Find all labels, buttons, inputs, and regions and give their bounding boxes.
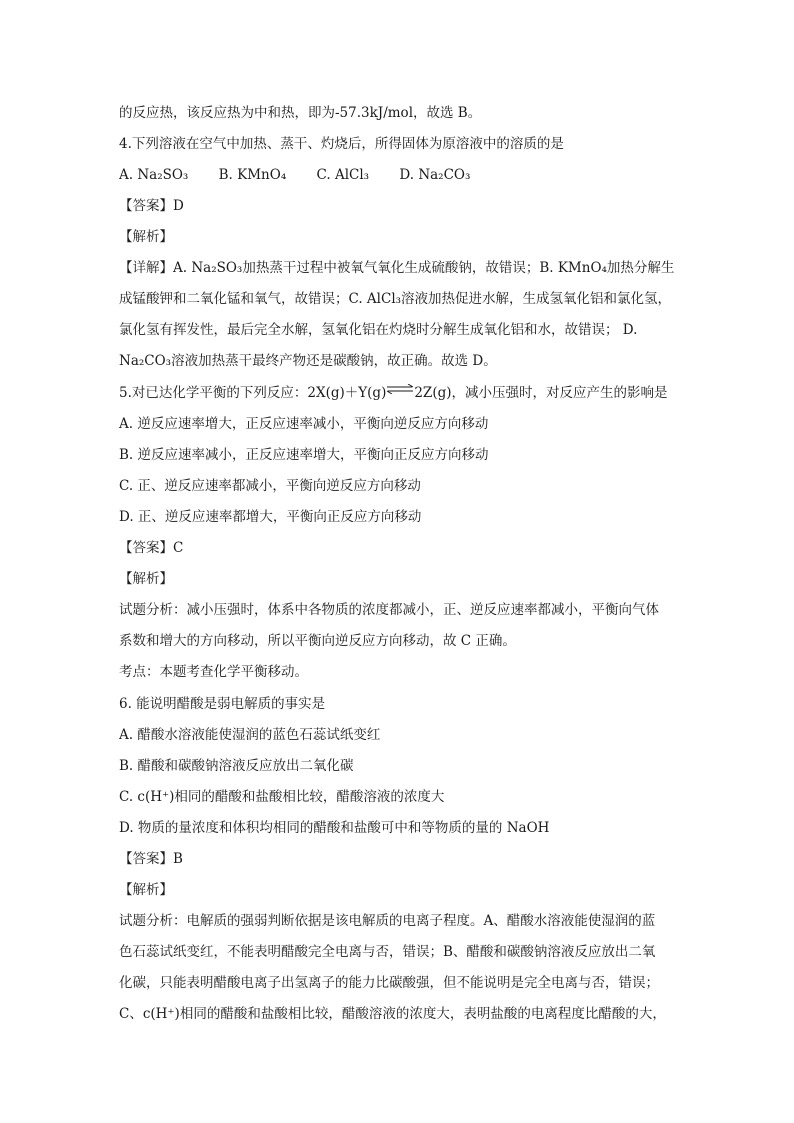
question-4-stem: 4.下列溶液在空气中加热、蒸干、灼烧后，所得固体为原溶液中的溶质的是 [119,136,564,152]
q6-analysis-line: 化碳，只能表明醋酸电离子出氢离子的能力比碳酸强，但不能说明是完全电离与否，错误； [119,975,659,991]
q6-analysis-line: C、c(H⁺)相同的醋酸和盐酸相比较，醋酸溶液的浓度大，表明盐酸的电离程度比醋酸的大， [119,1006,666,1022]
q5-option-d: D. 正、逆反应速率都增大，平衡向正反应方向移动 [119,509,422,525]
q6-analysis-line: 试题分析：电解质的强弱判断依据是该电解质的电离子程度。A、醋酸水溶液能使湿润的蓝 [119,913,656,929]
q6-analysis-tag: 【解析】 [119,882,173,898]
q4-option-b: B. KMnO₄ [218,167,287,183]
q5-option-c: C. 正、逆反应速率都减小，平衡向逆反应方向移动 [119,478,421,494]
q4-detail-line: 成锰酸钾和二氧化锰和氧气，故错误；C. AlCl₃溶液加热促进水解，生成氢氧化铝和氯化氢， [119,291,672,307]
q5-exam-point: 考点：本题考查化学平衡移动。 [119,664,308,680]
q4-analysis-tag: 【解析】 [119,229,173,245]
q5-option-b: B. 逆反应速率减小，正反应速率增大，平衡向正反应方向移动 [119,447,489,463]
q4-detail-line: Na₂CO₃溶液加热蒸干最终产物还是碳酸钠，故正确。故选 D。 [119,353,497,369]
q5-analysis-line: 系数和增大的方向移动，所以平衡向逆反应方向移动，故 C 正确。 [119,633,516,649]
question-5-stem [119,383,679,403]
text-line: 的反应热，该反应热为中和热，即为-57.3kJ/mol，故选 B。 [119,105,482,121]
q4-option-d: D. Na₂CO₃ [399,167,471,183]
q6-option-d: D. 物质的量浓度和体积均相同的醋酸和盐酸可中和等物质的量的 NaOH [119,820,550,836]
q5-stem-pre: 5.对已达化学平衡的下列反应：2X(g)＋Y(g) [119,385,387,401]
q5-analysis-tag: 【解析】 [119,571,173,587]
q4-option-c: C. AlCl₃ [316,167,370,183]
q5-analysis-line: 试题分析：减小压强时，体系中各物质的浓度都减小，正、逆反应速率都减小，平衡向气体 [119,602,659,618]
q4-option-a: A. Na₂SO₃ [119,167,189,183]
question-6-stem: 6. 能说明醋酸是弱电解质的事实是 [119,696,326,712]
equilibrium-arrow-icon [386,380,414,400]
q4-detail-line: 氯化氢有挥发性，最后完全水解，氢氧化铝在灼烧时分解生成氧化铝和水，故错误； D. [119,322,638,338]
q6-option-a: A. 醋酸水溶液能使湿润的蓝色石蕊试纸变红 [119,727,381,743]
q6-answer: 【答案】B [119,851,183,867]
q6-option-b: B. 醋酸和碳酸钠溶液反应放出二氧化碳 [119,758,354,774]
q6-analysis-line: 色石蕊试纸变红，不能表明醋酸完全电离与否，错误；B、醋酸和碳酸钠溶液反应放出二氧 [119,944,656,960]
question-4-options [119,165,496,185]
q5-option-a: A. 逆反应速率增大，正反应速率减小，平衡向逆反应方向移动 [119,416,489,432]
q6-option-c: C. c(H⁺)相同的醋酸和盐酸相比较，醋酸溶液的浓度大 [119,789,445,805]
q5-stem-post: 2Z(g)，减小压强时，对反应产生的影响是 [414,385,668,401]
q5-answer: 【答案】C [119,540,184,556]
q4-answer: 【答案】D [119,198,184,214]
q4-detail-line: 【详解】A. Na₂SO₃加热蒸干过程中被氧气氧化生成硫酸钠，故错误；B. KMnO₄加热分解生 [119,260,675,276]
